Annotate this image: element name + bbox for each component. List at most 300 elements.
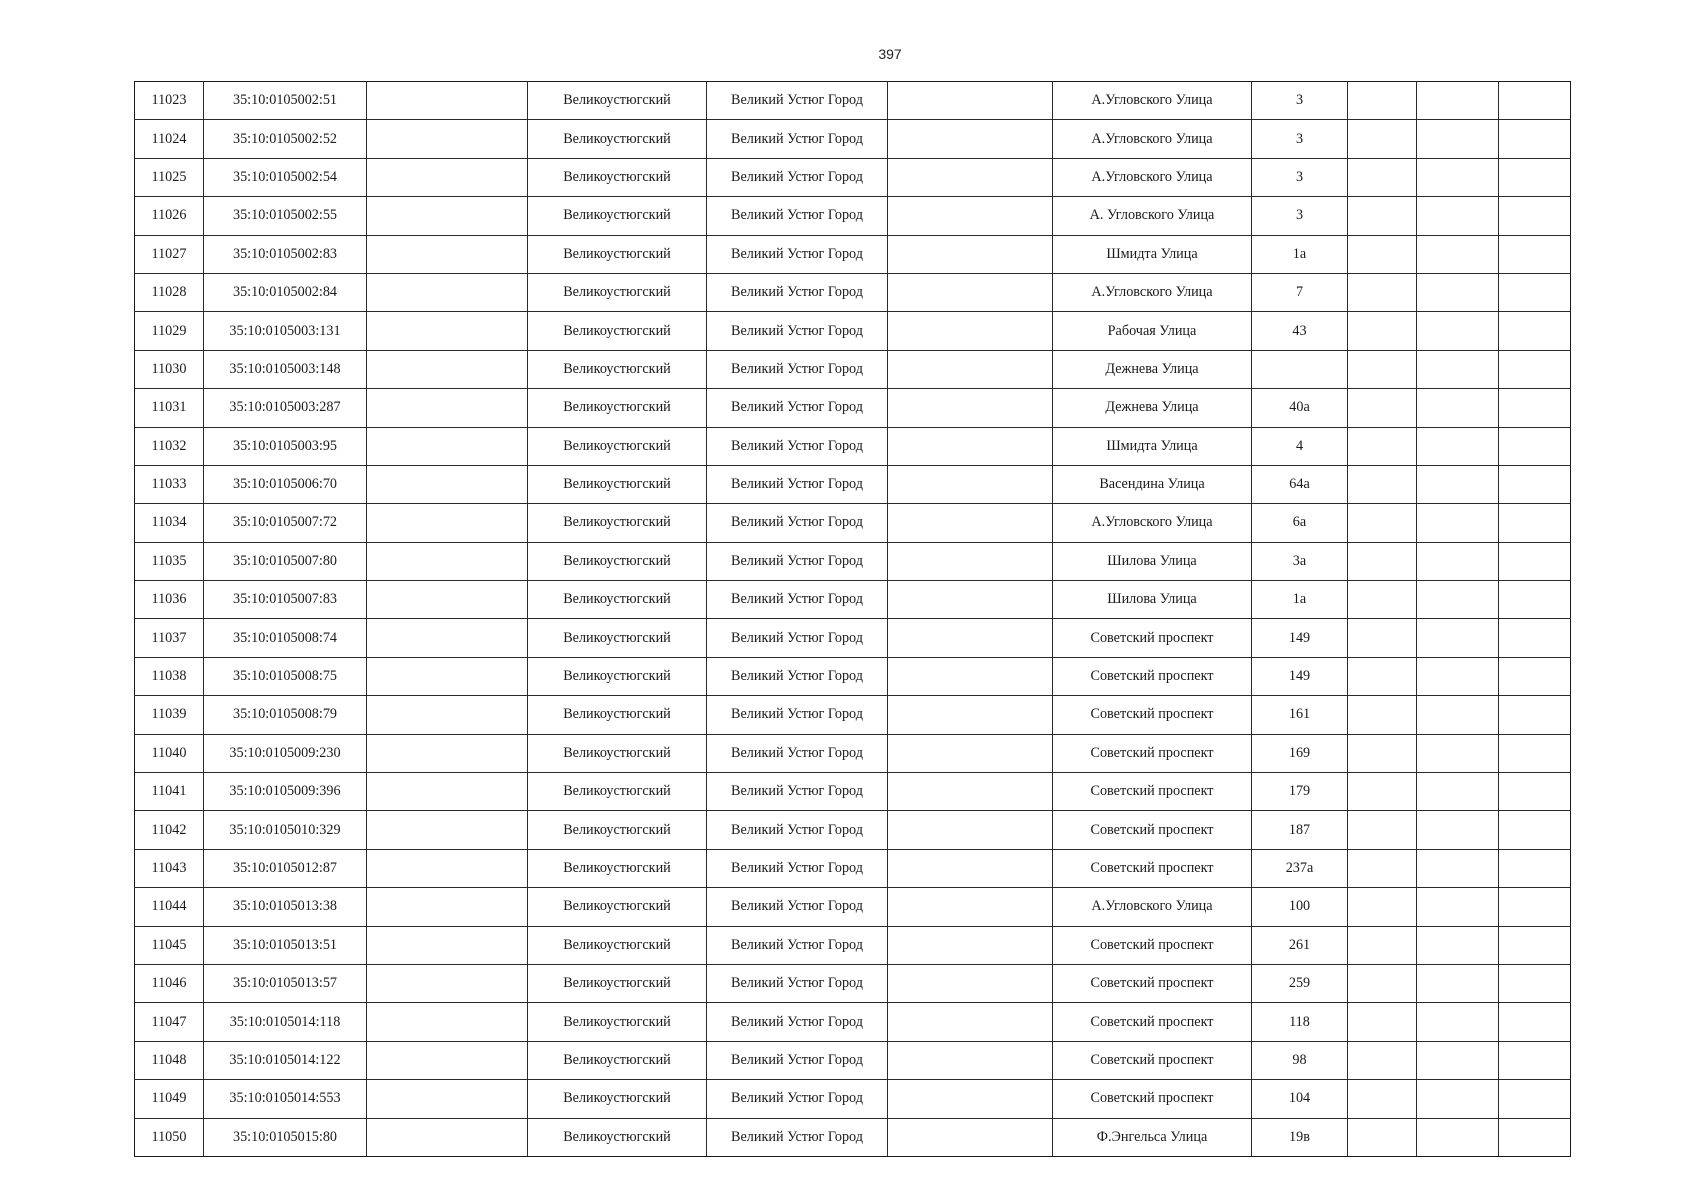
empty-cell	[1499, 619, 1571, 657]
table-row	[135, 926, 1571, 964]
empty-cell	[888, 504, 1053, 542]
row-id-cell: 11033	[135, 465, 204, 503]
street-cell: А.Угловского Улица	[1053, 273, 1252, 311]
empty-cell	[1417, 964, 1499, 1002]
district-cell: Великоустюгский	[528, 926, 707, 964]
empty-cell	[1417, 197, 1499, 235]
empty-cell	[1348, 1003, 1417, 1041]
empty-cell	[1499, 273, 1571, 311]
house-number-cell: 3а	[1252, 542, 1348, 580]
house-number-cell: 6а	[1252, 504, 1348, 542]
house-number-cell: 40а	[1252, 389, 1348, 427]
empty-cell	[1417, 120, 1499, 158]
empty-cell	[1499, 427, 1571, 465]
empty-cell	[1348, 619, 1417, 657]
district-cell: Великоустюгский	[528, 964, 707, 1002]
row-id-cell: 11030	[135, 350, 204, 388]
district-cell: Великоустюгский	[528, 581, 707, 619]
empty-cell	[1499, 312, 1571, 350]
empty-cell	[367, 542, 528, 580]
empty-cell	[1499, 235, 1571, 273]
empty-cell	[367, 389, 528, 427]
empty-cell	[1348, 158, 1417, 196]
district-cell: Великоустюгский	[528, 197, 707, 235]
empty-cell	[1417, 389, 1499, 427]
house-number-cell: 259	[1252, 964, 1348, 1002]
street-cell: А.Угловского Улица	[1053, 504, 1252, 542]
row-id-cell: 11038	[135, 657, 204, 695]
empty-cell	[1417, 235, 1499, 273]
empty-cell	[888, 197, 1053, 235]
empty-cell	[888, 120, 1053, 158]
row-id-cell: 11042	[135, 811, 204, 849]
empty-cell	[1499, 811, 1571, 849]
empty-cell	[367, 350, 528, 388]
empty-cell	[1499, 389, 1571, 427]
row-id-cell: 11044	[135, 888, 204, 926]
empty-cell	[1417, 619, 1499, 657]
cadastral-number-cell: 35:10:0105008:79	[204, 696, 367, 734]
table-row	[135, 542, 1571, 580]
empty-cell	[367, 197, 528, 235]
empty-cell	[1348, 1041, 1417, 1079]
locality-cell: Великий Устюг Город	[707, 312, 888, 350]
cadastral-number-cell: 35:10:0105013:51	[204, 926, 367, 964]
street-cell: Шилова Улица	[1053, 542, 1252, 580]
empty-cell	[1417, 696, 1499, 734]
empty-cell	[1348, 811, 1417, 849]
empty-cell	[1499, 1118, 1571, 1156]
row-id-cell: 11050	[135, 1118, 204, 1156]
empty-cell	[367, 811, 528, 849]
empty-cell	[1348, 465, 1417, 503]
empty-cell	[888, 273, 1053, 311]
street-cell: Советский проспект	[1053, 734, 1252, 772]
locality-cell: Великий Устюг Город	[707, 273, 888, 311]
locality-cell: Великий Устюг Город	[707, 696, 888, 734]
locality-cell: Великий Устюг Город	[707, 389, 888, 427]
empty-cell	[888, 542, 1053, 580]
locality-cell: Великий Устюг Город	[707, 734, 888, 772]
empty-cell	[1417, 1118, 1499, 1156]
empty-cell	[888, 312, 1053, 350]
locality-cell: Великий Устюг Город	[707, 158, 888, 196]
table-row	[135, 1003, 1571, 1041]
empty-cell	[1348, 273, 1417, 311]
empty-cell	[367, 273, 528, 311]
row-id-cell: 11037	[135, 619, 204, 657]
empty-cell	[1348, 926, 1417, 964]
row-id-cell: 11024	[135, 120, 204, 158]
empty-cell	[1417, 1003, 1499, 1041]
empty-cell	[888, 82, 1053, 120]
locality-cell: Великий Устюг Город	[707, 888, 888, 926]
table-row	[135, 581, 1571, 619]
empty-cell	[1348, 888, 1417, 926]
table-row	[135, 350, 1571, 388]
row-id-cell: 11026	[135, 197, 204, 235]
locality-cell: Великий Устюг Город	[707, 1003, 888, 1041]
empty-cell	[1417, 542, 1499, 580]
street-cell: А.Угловского Улица	[1053, 120, 1252, 158]
table-row	[135, 773, 1571, 811]
locality-cell: Великий Устюг Город	[707, 504, 888, 542]
empty-cell	[1417, 350, 1499, 388]
empty-cell	[1417, 888, 1499, 926]
empty-cell	[888, 235, 1053, 273]
table-row	[135, 235, 1571, 273]
row-id-cell: 11028	[135, 273, 204, 311]
empty-cell	[888, 734, 1053, 772]
cadastral-number-cell: 35:10:0105008:74	[204, 619, 367, 657]
row-id-cell: 11031	[135, 389, 204, 427]
empty-cell	[1499, 1003, 1571, 1041]
locality-cell: Великий Устюг Город	[707, 427, 888, 465]
empty-cell	[888, 657, 1053, 695]
house-number-cell: 179	[1252, 773, 1348, 811]
house-number-cell: 149	[1252, 619, 1348, 657]
empty-cell	[1499, 350, 1571, 388]
table-row	[135, 964, 1571, 1002]
table-body	[135, 82, 1571, 1157]
locality-cell: Великий Устюг Город	[707, 964, 888, 1002]
cadastral-number-cell: 35:10:0105002:54	[204, 158, 367, 196]
table-row	[135, 696, 1571, 734]
empty-cell	[1499, 773, 1571, 811]
empty-cell	[888, 350, 1053, 388]
street-cell: А. Угловского Улица	[1053, 197, 1252, 235]
empty-cell	[367, 926, 528, 964]
empty-cell	[1499, 542, 1571, 580]
cadastral-number-cell: 35:10:0105007:80	[204, 542, 367, 580]
empty-cell	[888, 696, 1053, 734]
empty-cell	[367, 504, 528, 542]
house-number-cell: 149	[1252, 657, 1348, 695]
street-cell: А.Угловского Улица	[1053, 158, 1252, 196]
street-cell: Дежнева Улица	[1053, 389, 1252, 427]
empty-cell	[1499, 158, 1571, 196]
empty-cell	[1417, 734, 1499, 772]
district-cell: Великоустюгский	[528, 465, 707, 503]
locality-cell: Великий Устюг Город	[707, 350, 888, 388]
cadastral-number-cell: 35:10:0105009:230	[204, 734, 367, 772]
empty-cell	[888, 1003, 1053, 1041]
locality-cell: Великий Устюг Город	[707, 619, 888, 657]
cadastral-number-cell: 35:10:0105003:287	[204, 389, 367, 427]
district-cell: Великоустюгский	[528, 82, 707, 120]
empty-cell	[367, 1041, 528, 1079]
locality-cell: Великий Устюг Город	[707, 197, 888, 235]
street-cell: Васендина Улица	[1053, 465, 1252, 503]
cadastral-number-cell: 35:10:0105014:553	[204, 1080, 367, 1118]
cadastral-number-cell: 35:10:0105006:70	[204, 465, 367, 503]
empty-cell	[367, 888, 528, 926]
empty-cell	[1348, 389, 1417, 427]
street-cell: А.Угловского Улица	[1053, 82, 1252, 120]
street-cell: Советский проспект	[1053, 811, 1252, 849]
locality-cell: Великий Устюг Город	[707, 1041, 888, 1079]
table-row	[135, 504, 1571, 542]
empty-cell	[1417, 312, 1499, 350]
empty-cell	[367, 849, 528, 887]
table-row	[135, 158, 1571, 196]
cadastral-number-cell: 35:10:0105008:75	[204, 657, 367, 695]
empty-cell	[1348, 657, 1417, 695]
street-cell: Дежнева Улица	[1053, 350, 1252, 388]
empty-cell	[1348, 350, 1417, 388]
district-cell: Великоустюгский	[528, 1080, 707, 1118]
house-number-cell: 161	[1252, 696, 1348, 734]
row-id-cell: 11039	[135, 696, 204, 734]
empty-cell	[1499, 581, 1571, 619]
table-row	[135, 312, 1571, 350]
empty-cell	[367, 312, 528, 350]
empty-cell	[1499, 120, 1571, 158]
house-number-cell: 237а	[1252, 849, 1348, 887]
street-cell: Советский проспект	[1053, 696, 1252, 734]
house-number-cell: 1а	[1252, 581, 1348, 619]
empty-cell	[367, 1080, 528, 1118]
table-row	[135, 734, 1571, 772]
cadastral-number-cell: 35:10:0105014:118	[204, 1003, 367, 1041]
empty-cell	[1417, 273, 1499, 311]
district-cell: Великоустюгский	[528, 504, 707, 542]
row-id-cell: 11032	[135, 427, 204, 465]
empty-cell	[1499, 926, 1571, 964]
empty-cell	[1499, 504, 1571, 542]
district-cell: Великоустюгский	[528, 235, 707, 273]
empty-cell	[1348, 542, 1417, 580]
empty-cell	[1348, 312, 1417, 350]
empty-cell	[1417, 581, 1499, 619]
district-cell: Великоустюгский	[528, 1041, 707, 1079]
row-id-cell: 11029	[135, 312, 204, 350]
district-cell: Великоустюгский	[528, 734, 707, 772]
street-cell: Советский проспект	[1053, 964, 1252, 1002]
empty-cell	[367, 773, 528, 811]
row-id-cell: 11025	[135, 158, 204, 196]
empty-cell	[888, 811, 1053, 849]
district-cell: Великоустюгский	[528, 1118, 707, 1156]
locality-cell: Великий Устюг Город	[707, 773, 888, 811]
locality-cell: Великий Устюг Город	[707, 926, 888, 964]
row-id-cell: 11040	[135, 734, 204, 772]
empty-cell	[367, 1118, 528, 1156]
house-number-cell: 3	[1252, 158, 1348, 196]
empty-cell	[1499, 888, 1571, 926]
empty-cell	[1417, 82, 1499, 120]
empty-cell	[1417, 1080, 1499, 1118]
cadastral-number-cell: 35:10:0105007:83	[204, 581, 367, 619]
cadastral-number-cell: 35:10:0105003:148	[204, 350, 367, 388]
empty-cell	[1499, 465, 1571, 503]
table-row	[135, 619, 1571, 657]
empty-cell	[1348, 504, 1417, 542]
empty-cell	[367, 1003, 528, 1041]
locality-cell: Великий Устюг Город	[707, 465, 888, 503]
empty-cell	[1348, 1080, 1417, 1118]
table-row	[135, 197, 1571, 235]
empty-cell	[367, 964, 528, 1002]
cadastral-number-cell: 35:10:0105007:72	[204, 504, 367, 542]
row-id-cell: 11027	[135, 235, 204, 273]
district-cell: Великоустюгский	[528, 542, 707, 580]
street-cell: Шмидта Улица	[1053, 235, 1252, 273]
empty-cell	[1417, 465, 1499, 503]
table-row	[135, 849, 1571, 887]
row-id-cell: 11035	[135, 542, 204, 580]
cadastral-number-cell: 35:10:0105002:83	[204, 235, 367, 273]
empty-cell	[1348, 120, 1417, 158]
street-cell: Советский проспект	[1053, 926, 1252, 964]
street-cell: Советский проспект	[1053, 619, 1252, 657]
street-cell: Шмидта Улица	[1053, 427, 1252, 465]
house-number-cell: 19в	[1252, 1118, 1348, 1156]
empty-cell	[888, 1041, 1053, 1079]
house-number-cell: 118	[1252, 1003, 1348, 1041]
empty-cell	[1417, 849, 1499, 887]
house-number-cell: 169	[1252, 734, 1348, 772]
district-cell: Великоустюгский	[528, 888, 707, 926]
locality-cell: Великий Устюг Город	[707, 1080, 888, 1118]
cadastral-number-cell: 35:10:0105014:122	[204, 1041, 367, 1079]
house-number-cell: 4	[1252, 427, 1348, 465]
row-id-cell: 11046	[135, 964, 204, 1002]
district-cell: Великоустюгский	[528, 120, 707, 158]
table-row	[135, 1118, 1571, 1156]
empty-cell	[1499, 82, 1571, 120]
empty-cell	[367, 581, 528, 619]
empty-cell	[1348, 849, 1417, 887]
empty-cell	[888, 619, 1053, 657]
house-number-cell	[1252, 350, 1348, 388]
row-id-cell: 11034	[135, 504, 204, 542]
empty-cell	[888, 849, 1053, 887]
house-number-cell: 3	[1252, 197, 1348, 235]
empty-cell	[1499, 964, 1571, 1002]
empty-cell	[367, 235, 528, 273]
street-cell: Советский проспект	[1053, 1003, 1252, 1041]
table-row	[135, 82, 1571, 120]
row-id-cell: 11036	[135, 581, 204, 619]
table-row	[135, 389, 1571, 427]
cadastral-number-cell: 35:10:0105015:80	[204, 1118, 367, 1156]
street-cell: Советский проспект	[1053, 1080, 1252, 1118]
empty-cell	[1499, 657, 1571, 695]
row-id-cell: 11045	[135, 926, 204, 964]
empty-cell	[1348, 696, 1417, 734]
table-row	[135, 1080, 1571, 1118]
row-id-cell: 11041	[135, 773, 204, 811]
row-id-cell: 11047	[135, 1003, 204, 1041]
street-cell: Советский проспект	[1053, 773, 1252, 811]
table-row	[135, 273, 1571, 311]
empty-cell	[1348, 734, 1417, 772]
locality-cell: Великий Устюг Город	[707, 1118, 888, 1156]
district-cell: Великоустюгский	[528, 312, 707, 350]
house-number-cell: 3	[1252, 120, 1348, 158]
district-cell: Великоустюгский	[528, 389, 707, 427]
district-cell: Великоустюгский	[528, 158, 707, 196]
district-cell: Великоустюгский	[528, 811, 707, 849]
table-row	[135, 888, 1571, 926]
street-cell: Шилова Улица	[1053, 581, 1252, 619]
house-number-cell: 100	[1252, 888, 1348, 926]
empty-cell	[1417, 158, 1499, 196]
row-id-cell: 11048	[135, 1041, 204, 1079]
empty-cell	[1348, 1118, 1417, 1156]
cadastral-number-cell: 35:10:0105003:131	[204, 312, 367, 350]
locality-cell: Великий Устюг Город	[707, 542, 888, 580]
empty-cell	[888, 888, 1053, 926]
house-number-cell: 3	[1252, 82, 1348, 120]
row-id-cell: 11049	[135, 1080, 204, 1118]
empty-cell	[888, 773, 1053, 811]
locality-cell: Великий Устюг Город	[707, 82, 888, 120]
street-cell: А.Угловского Улица	[1053, 888, 1252, 926]
empty-cell	[367, 734, 528, 772]
district-cell: Великоустюгский	[528, 696, 707, 734]
cadastral-number-cell: 35:10:0105012:87	[204, 849, 367, 887]
empty-cell	[888, 926, 1053, 964]
empty-cell	[1417, 427, 1499, 465]
empty-cell	[1417, 657, 1499, 695]
empty-cell	[1348, 82, 1417, 120]
house-number-cell: 187	[1252, 811, 1348, 849]
empty-cell	[888, 465, 1053, 503]
empty-cell	[1499, 734, 1571, 772]
empty-cell	[1348, 581, 1417, 619]
district-cell: Великоустюгский	[528, 427, 707, 465]
district-cell: Великоустюгский	[528, 350, 707, 388]
page-number: 397	[878, 46, 902, 62]
empty-cell	[1499, 197, 1571, 235]
empty-cell	[367, 696, 528, 734]
locality-cell: Великий Устюг Город	[707, 657, 888, 695]
district-cell: Великоустюгский	[528, 849, 707, 887]
table-row	[135, 120, 1571, 158]
empty-cell	[1348, 197, 1417, 235]
cadastral-number-cell: 35:10:0105002:84	[204, 273, 367, 311]
house-number-cell: 261	[1252, 926, 1348, 964]
locality-cell: Великий Устюг Город	[707, 235, 888, 273]
empty-cell	[1417, 811, 1499, 849]
empty-cell	[1499, 696, 1571, 734]
street-cell: Советский проспект	[1053, 1041, 1252, 1079]
empty-cell	[1348, 235, 1417, 273]
cadastral-number-cell: 35:10:0105003:95	[204, 427, 367, 465]
locality-cell: Великий Устюг Город	[707, 120, 888, 158]
street-cell: Рабочая Улица	[1053, 312, 1252, 350]
cadastral-number-cell: 35:10:0105002:51	[204, 82, 367, 120]
empty-cell	[1348, 773, 1417, 811]
table-row	[135, 1041, 1571, 1079]
row-id-cell: 11043	[135, 849, 204, 887]
empty-cell	[367, 82, 528, 120]
district-cell: Великоустюгский	[528, 657, 707, 695]
house-number-cell: 7	[1252, 273, 1348, 311]
empty-cell	[888, 427, 1053, 465]
empty-cell	[367, 427, 528, 465]
empty-cell	[1499, 1080, 1571, 1118]
empty-cell	[888, 1080, 1053, 1118]
empty-cell	[1499, 849, 1571, 887]
district-cell: Великоустюгский	[528, 773, 707, 811]
district-cell: Великоустюгский	[528, 619, 707, 657]
empty-cell	[1417, 504, 1499, 542]
table-row	[135, 657, 1571, 695]
table-row	[135, 427, 1571, 465]
